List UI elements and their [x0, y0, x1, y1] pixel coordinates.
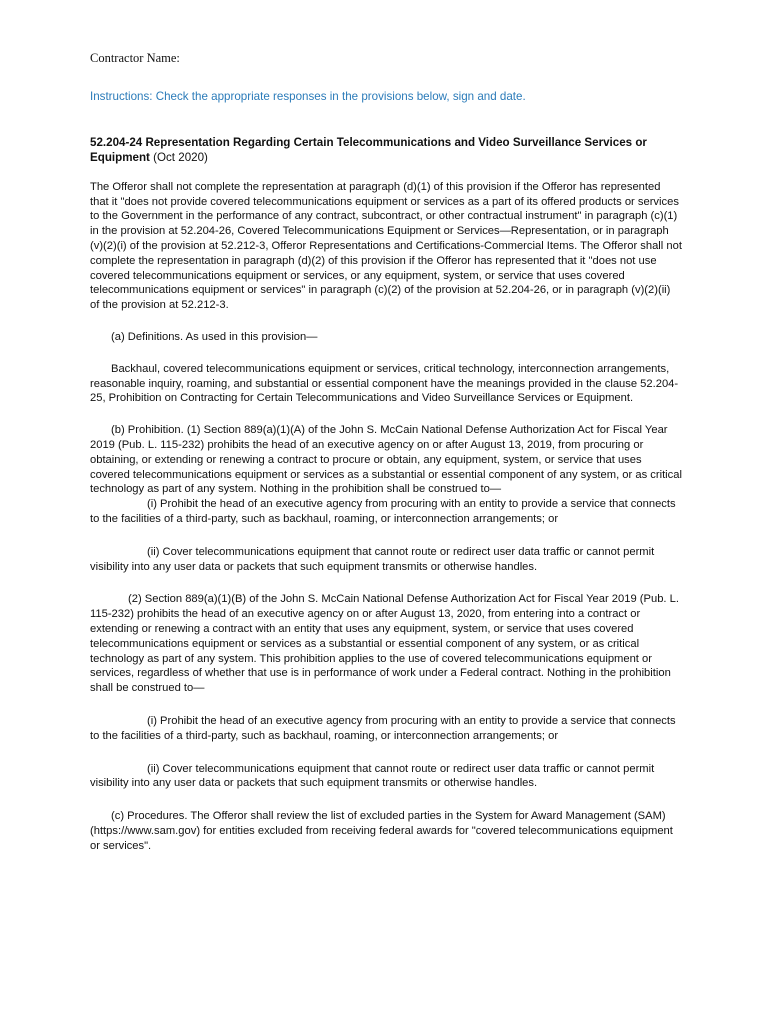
instructions-text: Instructions: Check the appropriate responses in the provisions below, sign and date. — [90, 90, 526, 103]
provision-title — [90, 135, 682, 166]
prohibition-b1-paragraph: (b) Prohibition. (1) Section 889(a)(1)(A) of the John S. McCain National Defense Authorization Act for Fiscal Year 2019 (Pub. L. 115-232) prohibits the head of an executive agency on or after August 13, 2019, from procuring or obtaining, or extending or renewing a contract to procure or obtain, any equipment, system, or service that uses covered telecommunications equipment or services as a substantial or essential component of any system, or as critical technology as part of any system. Nothing in the prohibition shall be construed to— — [90, 424, 682, 496]
prohibition-b2-ii: (ii) Cover telecommunications equipment that cannot route or redirect user data traffic or cannot permit visibility into any user data or packets that such equipment transmits or otherwise handles. — [90, 762, 655, 790]
document-page — [90, 50, 682, 853]
prohibition-b1-ii: (ii) Cover telecommunications equipment that cannot route or redirect user data traffic or cannot permit visibility into any user data or packets that such equipment transmits or otherwise handles. — [90, 545, 655, 573]
prohibition-b1-i: (i) Prohibit the head of an executive agency from procuring with an entity to provide a service that connects to the facilities of a third-party, such as backhaul, roaming, or interconnection arrangements; or — [90, 498, 676, 525]
intro-paragraph: The Offeror shall not complete the representation at paragraph (d)(1) of this provision if the Offeror has represented that it "does not provide covered telecommunications equipment or services as a part of its offered products or services to the Government in the performance of any contract, subcontract, or other contractual instrument" in paragraph (c)(1) in the provision at 52.204-26, Covered Telecommunications Equipment or Services—Representation, or in paragraph (v)(2)(i) of the provision at 52.212-3, Offeror Representations and Certifications-Commercial Items. The Offeror shall not complete the representation in paragraph (d)(2) of this provision if the Offeror has represented that it "does not use covered telecommunications equipment or services, or any equipment, system, or service that uses covered telecommunications equipment or services" in paragraph (c)(2) of the provision at 52.204-26, or in paragraph (v)(2)(ii) of the provision at 52.212-3. — [90, 180, 682, 312]
provision-title-bold: 52.204-24 Representation Regarding Certain Telecommunications and Video Surveillance Services or Equipment — [90, 135, 647, 165]
contractor-name-label: Contractor Name: — [90, 51, 180, 65]
procedures-paragraph: (c) Procedures. The Offeror shall review the list of excluded parties in the System for Award Management (SAM) (https://www.sam.gov) for entities excluded from receiving federal awards for "covered telecommunications equipment or services". — [90, 810, 673, 852]
prohibition-b2-paragraph: (2) Section 889(a)(1)(B) of the John S. McCain National Defense Authorization Act for Fiscal Year 2019 (Pub. L. 115-232) prohibits the head of an executive agency on or after August 13, 2020, from entering into a contract or extending or renewing a contract with an entity that uses any equipment, system, or service that uses covered telecommunications equipment or services as a substantial or essential component of any system, or as critical technology as part of any system. This prohibition applies to the use of covered telecommunications equipment or services, regardless of whether that use is in performance of work under a Federal contract. Nothing in the prohibition shall be construed to— — [90, 593, 679, 695]
definitions-heading: (a) Definitions. As used in this provision— — [111, 330, 318, 343]
prohibition-b2-i: (i) Prohibit the head of an executive agency from procuring with an entity to provide a service that connects to the facilities of a third-party, such as backhaul, roaming, or interconnection arrangements; or — [90, 714, 676, 742]
definitions-paragraph: Backhaul, covered telecommunications equipment or services, critical technology, interconnection arrangements, reasonable inquiry, roaming, and substantial or essential component have the meanings provided in the clause 52.204-25, Prohibition on Contracting for Certain Telecommunications and Video Surveillance Services or Equipment. — [90, 362, 679, 405]
provision-date: (Oct 2020) — [149, 151, 208, 165]
